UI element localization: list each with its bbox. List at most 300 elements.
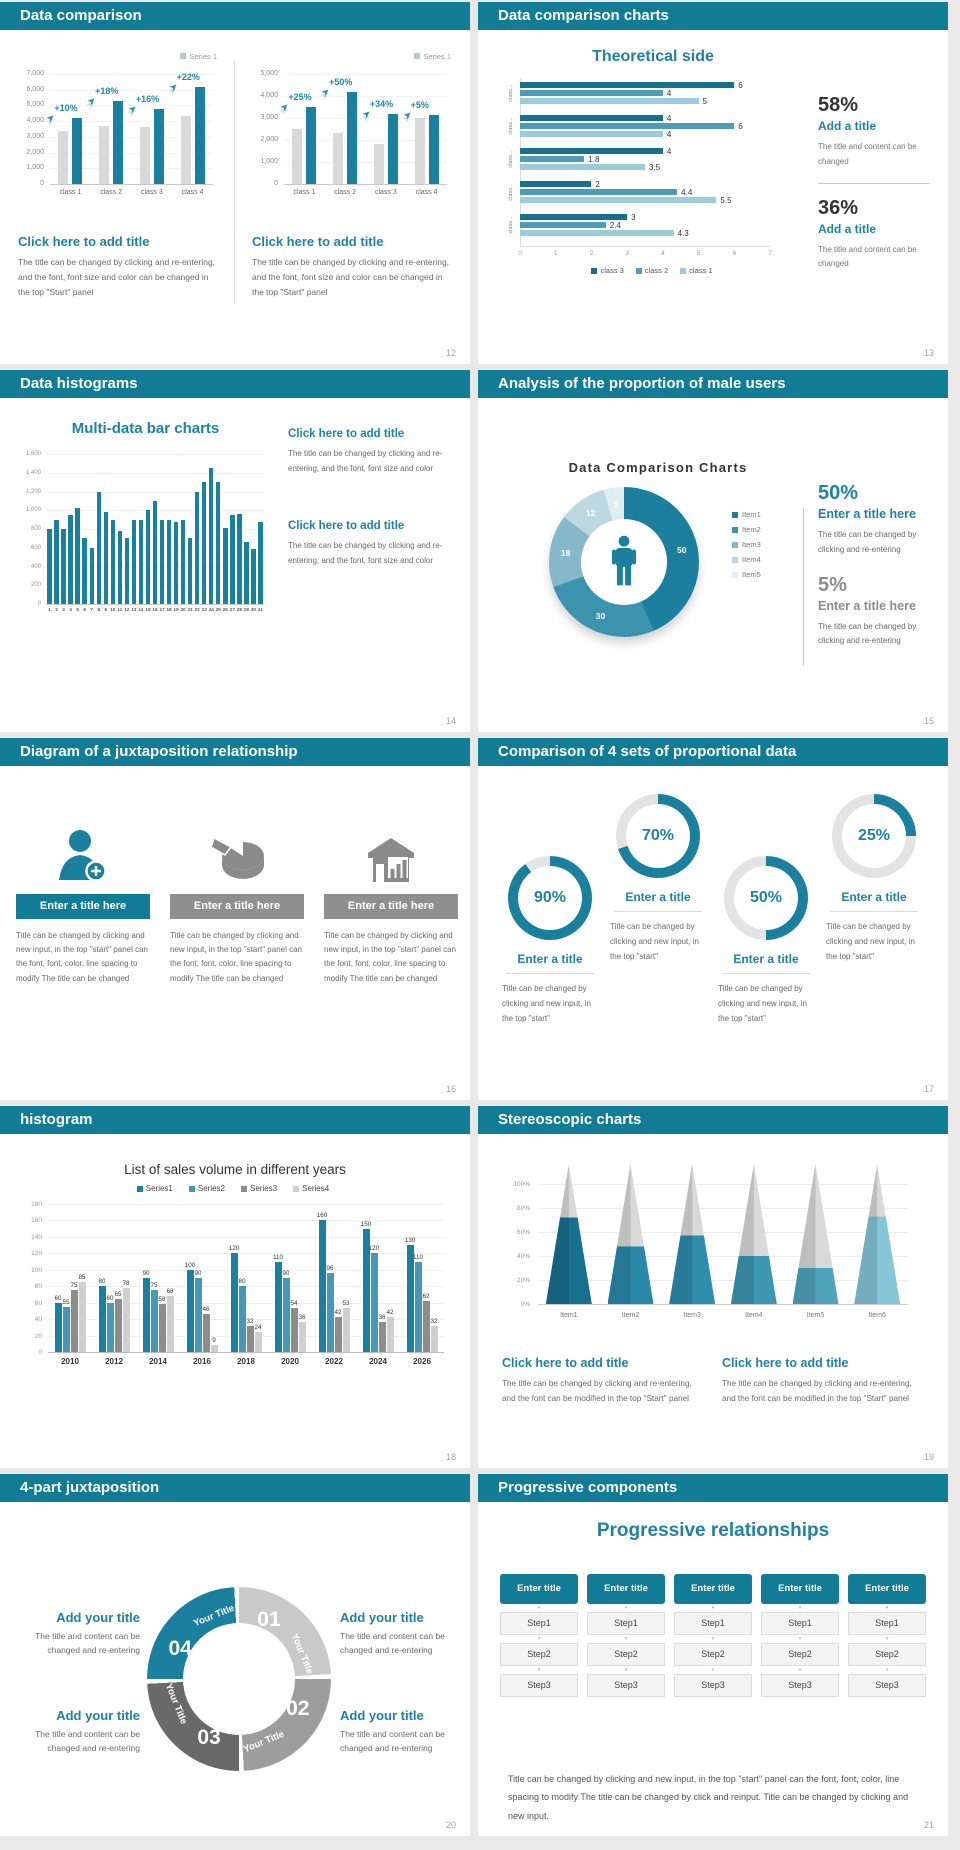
axis-category-label: 27: [229, 607, 235, 612]
bar-value-label: 85: [78, 1274, 86, 1282]
bar-value-label: 80: [238, 1278, 246, 1286]
legend-swatch: [636, 268, 642, 274]
bar-value-label: 75: [70, 1282, 78, 1290]
arrow-down-icon: ▾: [624, 1636, 628, 1642]
axis-tick-label: 80: [34, 1283, 42, 1291]
bar-value-label: 2: [595, 180, 600, 189]
axis-category-label: Item6: [868, 1312, 886, 1319]
legend-entry: Item5: [732, 570, 761, 579]
block-title: Add your title: [56, 1610, 140, 1625]
slide-18-histogram[interactable]: [0, 1106, 470, 1468]
block-body: The title can be changed by clicking and re-entering, and the font can be modified in the top "Start" panel: [502, 1379, 692, 1404]
segment-label: Your Title: [191, 1602, 236, 1630]
legend-swatch: [732, 557, 738, 563]
progress-ring: [508, 856, 592, 940]
slide-20-four-part-juxtaposition[interactable]: [0, 1474, 470, 1836]
bar-value-label: 9: [212, 1336, 216, 1344]
bar-value-label: 60: [54, 1294, 62, 1302]
bar: [187, 1270, 194, 1352]
bar-value-label: 4: [666, 114, 672, 123]
step-box: Step1: [500, 1612, 578, 1635]
divider: [830, 911, 918, 912]
ring-percent: 70%: [626, 804, 690, 868]
legend-entry: Series1: [137, 1184, 173, 1193]
axis-category-label: class...: [508, 150, 514, 168]
cone: [793, 1164, 839, 1304]
block-body: The title can be changed by clicking and re-entering, and the font, font size and color can be changed in the top "Start" panel: [18, 257, 216, 298]
item-body: Title can be changed by clicking and new input, in the top "start" panel can the font, font, color, line spacing to modify The title can be changed: [170, 931, 302, 983]
axis-tick-label: 7,000: [26, 70, 44, 77]
axis-category-label: 31: [257, 607, 264, 612]
gridline: [284, 184, 447, 185]
arrow-down-icon: ▾: [537, 1605, 541, 1611]
gridline: [46, 604, 264, 605]
axis-tick-label: 3: [625, 250, 629, 257]
gridline: [538, 1280, 908, 1281]
slide-19-stereoscopic-charts[interactable]: [478, 1106, 948, 1468]
axis-category-label: 1: [48, 607, 51, 612]
axis-category-label: 9: [104, 607, 108, 612]
axis-tick-label: 7: [768, 250, 772, 257]
enter-title-button: Enter title: [500, 1574, 578, 1604]
axis-tick-label: 1,600: [25, 451, 41, 457]
divider: [614, 911, 702, 912]
bar: [146, 510, 150, 604]
stat-title: Add a title: [818, 119, 877, 133]
column-item: [324, 816, 458, 986]
bar-value-label: 46: [202, 1306, 210, 1314]
cone: [669, 1164, 715, 1304]
axis-category-label: class 1: [293, 189, 316, 196]
bar-value-label: 110: [412, 1253, 424, 1261]
male-figure-icon: [549, 487, 699, 637]
step-column: [848, 1574, 926, 1697]
pin-icon: ➤: [167, 80, 181, 94]
axis-category-label: 30: [250, 607, 256, 612]
slide-header: Stereoscopic charts: [478, 1106, 948, 1134]
bar: [415, 118, 425, 184]
bar: [388, 114, 398, 184]
axis-category-label: 2024: [369, 1357, 387, 1366]
donut-ring: [549, 487, 699, 637]
axis-category-label: class 4: [181, 189, 204, 196]
axis-tick-label: 6: [732, 250, 737, 257]
block-body: The title and content can be changed and re-entering: [35, 1631, 140, 1656]
slide-header: Analysis of the proportion of male users: [478, 370, 948, 398]
stat-body: The title can be changed by clicking and re-entering: [818, 530, 917, 554]
stat-block: [818, 482, 938, 558]
step-box: Step2: [674, 1643, 752, 1666]
building-icon: [324, 816, 458, 886]
bar-value-label: 58: [158, 1296, 166, 1304]
bar: [423, 1301, 430, 1352]
cone-shade: [669, 1164, 715, 1304]
horizontal-bar-chart: [502, 78, 802, 283]
bar: [58, 131, 68, 184]
axis-category-label: Item1: [560, 1312, 578, 1319]
bar: [371, 1253, 378, 1352]
stat-block: [818, 574, 938, 650]
bar: [125, 538, 129, 604]
step-column: [500, 1574, 578, 1697]
block-title: Click here to add title: [722, 1356, 849, 1370]
segmented-ring-diagram: [146, 1586, 332, 1772]
cone-shade: [854, 1164, 900, 1304]
bar-value-label: 4.3: [677, 229, 689, 238]
slide-title: Progressive relationships: [596, 1520, 830, 1541]
gridline: [46, 473, 264, 474]
gridline: [538, 1184, 908, 1185]
chart-legend: [732, 510, 761, 585]
block-title: Click here to add title: [502, 1356, 629, 1370]
slide-12-data-comparison[interactable]: [0, 2, 470, 364]
bar-value-label: 2.4: [609, 221, 621, 230]
bar: [520, 222, 606, 228]
column-chart: [14, 50, 219, 215]
axis-tick-label: 40%: [516, 1253, 530, 1260]
gridline: [538, 1208, 908, 1209]
divider: [506, 973, 594, 974]
chart-title: Theoretical side: [592, 48, 714, 65]
arrow-down-icon: ▾: [624, 1667, 628, 1673]
bar: [251, 549, 255, 604]
axis-tick-label: 140: [31, 1233, 42, 1241]
arrow-down-icon: ▾: [885, 1667, 889, 1673]
axis-tick-label: 1,000: [25, 507, 41, 514]
bar-value-label: 60: [106, 1294, 114, 1302]
gridline: [48, 1204, 444, 1205]
item-title: Enter a title: [733, 952, 799, 966]
bar: [139, 520, 143, 604]
chart-legend: [18, 1184, 448, 1193]
slide-header: Comparison of 4 sets of proportional data: [478, 738, 948, 766]
gridline: [538, 1304, 908, 1305]
bar-value-label: 24: [254, 1324, 262, 1332]
slide-header: Data histograms: [0, 370, 470, 398]
bar-value-label: 54: [290, 1299, 298, 1307]
stat-percent: 5%: [818, 573, 847, 596]
cone-shade: [731, 1164, 777, 1304]
bar-value-label: 130: [404, 1237, 416, 1245]
bar: [520, 197, 716, 203]
block-body: The title can be changed by clicking and re-entering, and the font, font size and color: [288, 541, 443, 566]
ring-item: [826, 794, 922, 965]
bar: [374, 144, 384, 184]
bar: [520, 189, 677, 195]
progress-ring: [724, 856, 808, 940]
arrow-down-icon: ▾: [624, 1605, 628, 1611]
arrow-down-icon: ▾: [711, 1636, 715, 1642]
bar: [72, 118, 82, 184]
arrow-down-icon: ▾: [537, 1667, 541, 1673]
item-body: Title can be changed by clicking and new input, in the top "start": [502, 984, 591, 1024]
enter-title-button: Enter title: [674, 1574, 752, 1604]
legend-swatch: [732, 542, 738, 548]
bar: [181, 116, 191, 184]
bar: [347, 92, 357, 184]
slide-14-data-histograms[interactable]: [0, 370, 470, 732]
bar: [520, 98, 699, 104]
bar-value-label: 55: [62, 1298, 70, 1306]
slide-header: Diagram of a juxtaposition relationship: [0, 738, 470, 766]
bar-value-label: 62: [422, 1293, 430, 1301]
bar-value-label: 36: [298, 1314, 306, 1322]
bar-value-label: 90: [194, 1270, 202, 1277]
step-box: Step3: [674, 1674, 752, 1697]
bar: [230, 515, 234, 604]
axis-tick-label: 1: [553, 250, 558, 257]
slice-value-label: 18: [560, 548, 571, 559]
chart-title: List of sales volume in different years: [124, 1162, 346, 1177]
bar-value-label: 65: [114, 1290, 122, 1298]
chart-title: Multi-data bar charts: [71, 420, 220, 437]
block-title: Click here to add title: [252, 234, 384, 249]
slide-21-progressive-components[interactable]: [478, 1474, 948, 1836]
axis-category-label: 2010: [61, 1357, 79, 1366]
axis-category-label: 2022: [325, 1357, 343, 1366]
bar: [188, 538, 192, 604]
axis-category-label: class 3: [374, 189, 397, 196]
bar: [202, 482, 206, 604]
bar-value-label: 36: [378, 1314, 386, 1322]
axis-tick-label: 0: [518, 250, 522, 257]
axis-category-label: 2: [55, 607, 58, 612]
legend-swatch: [137, 1186, 143, 1192]
bar-value-label: 96: [326, 1265, 334, 1273]
axis-tick-label: 2,000: [26, 148, 44, 156]
bar-value-label: 90: [282, 1270, 290, 1277]
chart-legend: Series 1: [414, 52, 451, 61]
divider: [803, 508, 804, 666]
pin-icon: ➤: [401, 108, 415, 123]
axis-category-label: 22: [194, 607, 200, 612]
step-column: [761, 1574, 839, 1697]
bar: [97, 492, 101, 605]
page-number: 17: [923, 1084, 934, 1094]
step-box: Step1: [587, 1612, 665, 1635]
axis-category-label: class 3: [140, 189, 163, 196]
axis-tick-label: 4,000: [260, 92, 278, 99]
gridline: [48, 1286, 444, 1287]
bar: [123, 1288, 130, 1352]
page-number: 16: [445, 1084, 456, 1094]
column-chart: [248, 50, 453, 215]
enter-title-button: Enter title: [587, 1574, 665, 1604]
gridline: [50, 184, 213, 185]
stat-title: Enter a title here: [818, 598, 916, 613]
bar: [211, 1345, 218, 1352]
page-number: 12: [445, 348, 456, 358]
bar: [75, 508, 79, 604]
block-body: The title and content can be changed and re-entering: [35, 1729, 140, 1754]
axis-tick-label: 2,000: [260, 136, 278, 143]
bar-value-label: 6: [738, 81, 743, 90]
enter-title-button: Enter title: [848, 1574, 926, 1604]
block-title: Click here to add title: [288, 520, 405, 532]
growth-label: +25%: [288, 92, 312, 102]
bar: [79, 1282, 86, 1352]
gridline: [48, 1253, 444, 1254]
legend-entry: Item3: [732, 540, 761, 549]
bar: [104, 512, 108, 604]
axis-category-label: 2016: [193, 1357, 211, 1366]
axis-category-label: 17: [159, 607, 165, 612]
legend-swatch: [732, 572, 738, 578]
bar-value-label: 75: [150, 1282, 158, 1290]
cone-chart: [494, 1152, 928, 1347]
item-banner: Enter a title here: [16, 894, 150, 919]
axis-tick-label: 4: [661, 250, 665, 257]
bar: [244, 542, 248, 604]
axis-category-label: class 2: [334, 189, 357, 196]
legend-swatch: [591, 268, 597, 274]
slide-16-juxtaposition-diagram[interactable]: [0, 738, 470, 1100]
page-number: 18: [445, 1452, 456, 1462]
axis-category-label: class 4: [415, 189, 438, 196]
legend-entry: Series2: [189, 1184, 225, 1193]
column-item: [16, 816, 150, 986]
legend-entry: class 1: [680, 266, 712, 275]
progress-ring: [616, 794, 700, 878]
gridline: [48, 1352, 444, 1353]
pin-icon: ➤: [44, 111, 59, 126]
slice-value-label: 5: [613, 498, 619, 509]
segment-label: Your Title: [162, 1682, 190, 1727]
bar-value-label: 120: [368, 1245, 380, 1253]
grouped-bar-chart: [18, 1184, 448, 1389]
axis-tick-label: 0: [38, 1349, 42, 1356]
block-title: Click here to add title: [288, 428, 405, 440]
donut-chart: [544, 482, 704, 642]
legend-swatch: [241, 1186, 247, 1192]
axis-tick-label: 100: [31, 1266, 42, 1274]
axis-category-label: class...: [508, 84, 514, 102]
cone-shade: [546, 1164, 592, 1304]
ring4: [147, 1587, 331, 1771]
bar: [431, 1326, 438, 1352]
slide-header: Data comparison: [0, 2, 470, 30]
bar-value-label: 5: [702, 97, 708, 106]
step-box: Step3: [848, 1674, 926, 1697]
bar: [216, 482, 220, 604]
bar: [174, 522, 178, 605]
gridline: [46, 492, 264, 493]
axis-tick-label: 1,000: [26, 164, 44, 172]
axis-category-label: 2020: [281, 1357, 299, 1366]
gridline: [46, 454, 264, 455]
step-box: Step3: [500, 1674, 578, 1697]
pin-icon: ➤: [319, 85, 334, 99]
axis-category-label: 4: [69, 607, 72, 612]
item-title: Enter a title: [517, 952, 583, 966]
arrow-down-icon: ▾: [798, 1605, 802, 1611]
gridline: [48, 1220, 444, 1221]
axis-category-label: 16: [152, 607, 158, 612]
bar: [63, 1307, 70, 1352]
cone: [731, 1164, 777, 1304]
axis-category-label: 2026: [413, 1357, 431, 1366]
chart-title: Data Comparison Charts: [568, 460, 748, 475]
axis-tick-label: 1,000: [260, 158, 278, 165]
axis-tick-label: 20: [34, 1332, 42, 1340]
axis-category-label: 7: [90, 607, 93, 612]
legend-swatch: [732, 512, 738, 518]
axis-category-label: Item5: [806, 1312, 825, 1319]
axis-tick-label: 3,000: [260, 114, 278, 121]
axis-category-label: class...: [508, 117, 514, 135]
step-box: Step1: [848, 1612, 926, 1635]
axis-tick-label: 20%: [516, 1277, 530, 1284]
page-number: 14: [445, 716, 456, 726]
bar: [520, 181, 591, 187]
slide-13-data-comparison-charts[interactable]: [478, 2, 948, 364]
bar: [153, 501, 157, 604]
item-body: Title can be changed by clicking and new input, in the top "start" panel can the font, font, color, line spacing to modify The title can be changed: [16, 931, 148, 983]
axis-category-label: 10: [110, 607, 116, 612]
item-body: Title can be changed by clicking and new input, in the top "start": [826, 922, 915, 962]
bar: [223, 528, 227, 604]
axis-tick-label: 60: [34, 1299, 42, 1307]
bar: [520, 148, 663, 154]
axis-category-label: Item3: [683, 1312, 701, 1319]
legend-swatch: [293, 1186, 299, 1192]
bar: [520, 156, 584, 162]
axis-tick-label: 800: [30, 526, 41, 532]
bar-value-label: 160: [316, 1212, 328, 1220]
arrow-down-icon: ▾: [711, 1667, 715, 1673]
bar: [111, 520, 115, 604]
step-box: Step2: [500, 1643, 578, 1666]
arrow-down-icon: ▾: [885, 1605, 889, 1611]
axis-category-label: 26: [222, 607, 228, 612]
pin-icon: ➤: [278, 100, 293, 115]
axis-category-label: class...: [508, 183, 514, 201]
pie-chart-icon: [170, 816, 304, 886]
bar: [209, 468, 213, 604]
slide-header: 4-part juxtaposition: [0, 1474, 470, 1502]
bar-value-label: 100: [184, 1261, 196, 1269]
slice-value-label: 50: [677, 544, 687, 555]
legend-entry: Item4: [732, 555, 761, 564]
step-column: [674, 1574, 752, 1697]
block-body: The title and content can be changed and re-entering: [340, 1631, 445, 1656]
gridline: [538, 1256, 908, 1257]
segment-number: 04: [168, 1637, 192, 1661]
axis-category-label: Item4: [745, 1312, 763, 1319]
axis-tick-label: 5,000: [26, 101, 44, 109]
slide-body: Title can be changed by clicking and new input, in the top "start" panel can the font, font, color, line spacing to modify The title can be changed by click and reinput. Title can be changed by clicking and new input.: [508, 1774, 909, 1821]
legend-swatch: [732, 527, 738, 533]
bar: [520, 123, 734, 129]
growth-label: +50%: [329, 76, 353, 87]
growth-label: +5%: [410, 99, 429, 110]
stat-title: Add a title: [818, 221, 877, 236]
legend-entry: Series3: [241, 1184, 277, 1193]
growth-label: +10%: [54, 103, 78, 113]
bar: [68, 515, 72, 604]
item-body: Title can be changed by clicking and new input, in the top "start" panel can the font, font, color, line spacing to modify The title can be changed: [324, 931, 456, 983]
bar: [90, 548, 94, 604]
slide-15-male-users-proportion[interactable]: [478, 370, 948, 732]
axis-tick-label: 600: [30, 544, 41, 551]
slide-17-proportional-data[interactable]: [478, 738, 948, 1100]
legend-swatch: [189, 1186, 195, 1192]
bar: [343, 1308, 350, 1352]
axis-category-label: 2012: [105, 1357, 123, 1366]
bar: [160, 520, 164, 604]
axis-tick-label: 200: [30, 582, 41, 589]
stat-percent: 36%: [818, 196, 859, 219]
